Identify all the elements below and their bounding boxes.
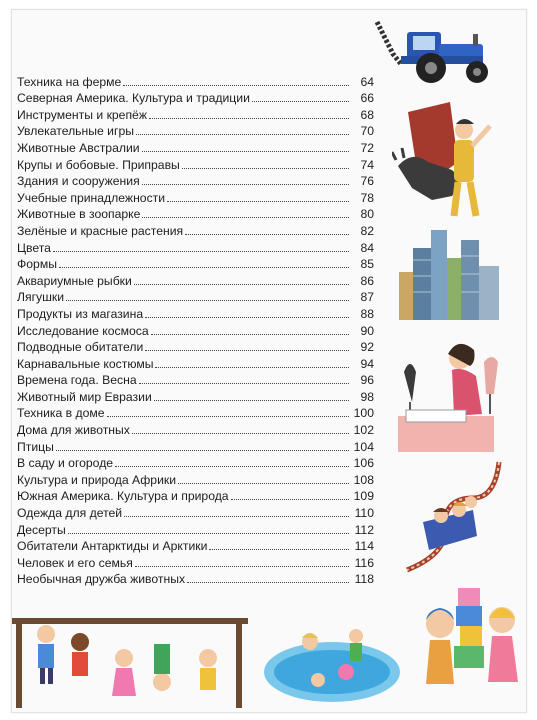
toc-row (17, 105, 374, 122)
dot-leader (142, 217, 349, 218)
toc-page-number: 90 (360, 323, 374, 338)
dot-leader (151, 334, 349, 335)
toc-row (17, 238, 374, 255)
toc-title: Птицы (17, 439, 54, 454)
dot-leader (135, 566, 349, 567)
dot-leader (142, 151, 349, 152)
toc-page-number: 80 (360, 207, 374, 222)
toc-row (17, 537, 374, 554)
toc-row (17, 321, 374, 338)
toc-page-number: 114 (354, 539, 374, 554)
dot-leader (149, 118, 349, 119)
toc-page-number: 96 (360, 373, 374, 388)
dot-leader (154, 400, 349, 401)
toc-page-number: 116 (354, 555, 374, 570)
dot-leader (209, 549, 349, 550)
toc-page-number: 88 (360, 306, 374, 321)
dot-leader (56, 450, 349, 451)
toc-page-number: 86 (360, 273, 374, 288)
toc-row (17, 437, 374, 454)
toc-page-number: 68 (360, 107, 374, 122)
toc-page-number: 98 (360, 389, 374, 404)
toc-title: Времена года. Весна (17, 373, 137, 388)
toc-page-number: 70 (360, 124, 374, 139)
toc-title: В саду и огороде (17, 456, 114, 471)
toc-row (17, 221, 374, 238)
tailor-girl-icon (396, 336, 504, 456)
toc-row (17, 89, 374, 106)
toc-title: Животные в зоопарке (17, 207, 141, 222)
dot-leader (68, 533, 349, 534)
toc-page-number: 100 (353, 406, 374, 421)
rollercoaster-icon (403, 458, 503, 578)
toc-row (17, 420, 374, 437)
toc-row (17, 570, 374, 587)
dot-leader (155, 367, 349, 368)
toc-row (17, 371, 374, 388)
toc-page-number: 84 (360, 240, 374, 255)
toc-row (17, 338, 374, 355)
toc-page-number: 85 (360, 257, 374, 272)
toc-row (17, 520, 374, 537)
toc-page-number: 110 (354, 506, 374, 521)
toc-title: Необычная дружба животных (17, 572, 186, 587)
dot-leader (66, 300, 349, 301)
toc-title: Крупы и бобовые. Приправы (17, 157, 180, 172)
toc-page-number: 87 (360, 290, 374, 305)
toc-title: Здания и сооружения (17, 174, 140, 189)
toc-page-number: 118 (354, 572, 374, 587)
toc-page-number: 72 (360, 140, 374, 155)
toc-page-number: 106 (353, 456, 374, 471)
blue-tractor-icon (373, 18, 501, 88)
toc-title: Одежда для детей (17, 506, 123, 521)
dot-leader (139, 383, 349, 384)
toc-page-number: 64 (360, 74, 374, 89)
dot-leader (182, 168, 349, 169)
toc-title: Продукты из магазина (17, 306, 144, 321)
toc-title: Животный мир Евразии (17, 389, 152, 404)
toc-title: Увлекательные игры (17, 124, 134, 139)
dot-leader (136, 134, 349, 135)
playground-kids-icon (12, 600, 248, 708)
bullfighter-icon (392, 100, 504, 220)
dot-leader (107, 416, 349, 417)
toc-row (17, 138, 374, 155)
dot-leader (134, 284, 349, 285)
toc-page-number: 104 (353, 439, 374, 454)
toc-row (17, 172, 374, 189)
toc-row (17, 454, 374, 471)
toc-row (17, 487, 374, 504)
toc-row (17, 404, 374, 421)
toc-page-number: 102 (353, 423, 374, 438)
toc-title: Десерты (17, 522, 66, 537)
toc-title: Аквариумные рыбки (17, 273, 132, 288)
toc-row (17, 155, 374, 172)
dot-leader (185, 234, 349, 235)
toc-page-number: 92 (360, 340, 374, 355)
toc-title: Северная Америка. Культура и традиции (17, 91, 250, 106)
dot-leader (252, 101, 349, 102)
toc-title: Зелёные и красные растения (17, 223, 184, 238)
toc-title: Техника на ферме (17, 74, 122, 89)
toc-title: Культура и природа Африки (17, 472, 177, 487)
dot-leader (187, 582, 349, 583)
dot-leader (142, 184, 349, 185)
toc-page-number: 94 (360, 356, 374, 371)
dot-leader (123, 85, 349, 86)
toc-page-number: 76 (360, 174, 374, 189)
toc-title: Учебные принадлежности (17, 190, 166, 205)
toc-row (17, 304, 374, 321)
dot-leader (178, 483, 349, 484)
table-of-contents (17, 72, 374, 586)
toc-row (17, 72, 374, 89)
dot-leader (53, 251, 349, 252)
girls-with-gifts-icon (412, 584, 526, 708)
toc-title: Исследование космоса (17, 323, 149, 338)
toc-row (17, 553, 374, 570)
toc-row (17, 205, 374, 222)
toc-title: Животные Австралии (17, 140, 140, 155)
toc-row (17, 470, 374, 487)
toc-row (17, 188, 374, 205)
toc-row (17, 288, 374, 305)
toc-page-number: 66 (360, 91, 374, 106)
dot-leader (167, 201, 349, 202)
toc-title: Формы (17, 257, 57, 272)
toc-row (17, 271, 374, 288)
dot-leader (115, 466, 349, 467)
toc-title: Обитатели Антарктиды и Арктики (17, 539, 208, 554)
dot-leader (145, 350, 349, 351)
toc-page-number: 109 (353, 489, 374, 504)
toc-title: Дома для животных (17, 423, 130, 438)
swimming-pool-icon (260, 620, 408, 708)
toc-row (17, 503, 374, 520)
toc-page-number: 78 (360, 190, 374, 205)
toc-page-number: 82 (360, 223, 374, 238)
toc-title: Подводные обитатели (17, 340, 144, 355)
skyscrapers-icon (395, 228, 503, 322)
dot-leader (231, 499, 349, 500)
dot-leader (132, 433, 349, 434)
toc-title: Цвета (17, 240, 51, 255)
toc-row (17, 122, 374, 139)
toc-title: Лягушки (17, 290, 65, 305)
dot-leader (59, 267, 349, 268)
toc-title: Человек и его семья (17, 555, 133, 570)
toc-title: Карнавальные костюмы (17, 356, 154, 371)
toc-page-number: 74 (360, 157, 374, 172)
toc-row (17, 354, 374, 371)
toc-row (17, 387, 374, 404)
toc-page-number: 108 (353, 472, 374, 487)
toc-title: Инструменты и крепёж (17, 107, 147, 122)
toc-page-number: 112 (354, 522, 374, 537)
toc-row (17, 255, 374, 272)
toc-title: Южная Америка. Культура и природа (17, 489, 229, 504)
dot-leader (124, 516, 349, 517)
dot-leader (145, 317, 349, 318)
toc-title: Техника в доме (17, 406, 105, 421)
